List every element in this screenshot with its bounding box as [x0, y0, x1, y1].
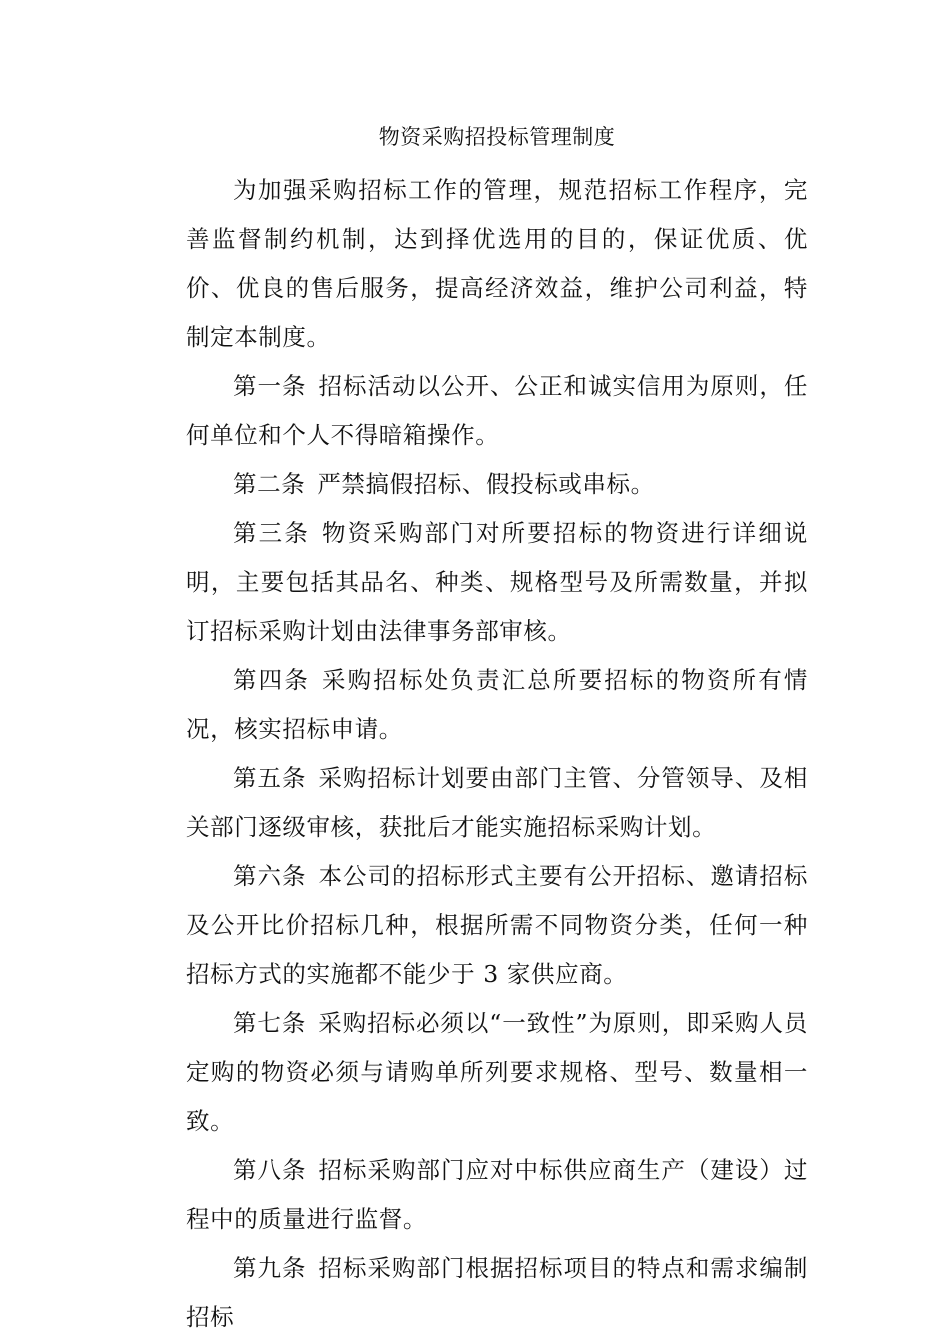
- article-text: 采购招标必须以“一致性”为原则，即采购人员定购的物资必须与请购单所列要求规格、型号、数量相一致。: [186, 1009, 808, 1135]
- article-number: 第八条: [233, 1156, 307, 1184]
- article-number: 第七条: [233, 1009, 307, 1037]
- article-3: [186, 509, 808, 656]
- article-number: 第六条: [233, 862, 307, 890]
- article-text: 本公司的招标形式主要有公开招标、邀请招标及公开比价招标几种，根据所需不同物资分类，任何一种招标方式的实施都不能少于 3 家供应商。: [186, 862, 809, 988]
- article-text: 严禁搞假招标、假投标或串标。: [317, 470, 655, 498]
- article-1: [186, 362, 808, 460]
- article-4: [186, 656, 808, 754]
- article-6: [186, 852, 808, 999]
- article-5: [186, 754, 808, 852]
- article-number: 第四条: [233, 666, 310, 694]
- article-2: [186, 460, 808, 509]
- article-number: 第三条: [233, 519, 310, 547]
- article-number: 第二条: [233, 470, 306, 498]
- article-text: 招标活动以公开、公正和诚实信用为原则，任何单位和个人不得暗箱操作。: [186, 372, 809, 449]
- article-text: 物资采购部门对所要招标的物资进行详细说明，主要包括其品名、种类、规格型号及所需数量，并拟订招标采购计划由法律事务部审核。: [186, 519, 808, 645]
- article-8: [186, 1146, 808, 1244]
- preamble-paragraph: 为加强采购招标工作的管理，规范招标工作程序，完善监督制约机制，达到择优选用的目的，保证优质、优价、优良的售后服务，提高经济效益，维护公司利益，特制定本制度。: [186, 176, 808, 351]
- article-text: 采购招标处负责汇总所要招标的物资所有情况，核实招标申请。: [186, 666, 808, 743]
- article-text: 招标采购部门应对中标供应商生产（建设）过程中的质量进行监督。: [186, 1156, 809, 1233]
- article-text: 招标采购部门根据招标项目的特点和需求编制招标: [186, 1254, 809, 1331]
- article-number: 第九条: [233, 1254, 307, 1282]
- article-text: 采购招标计划要由部门主管、分管领导、及相关部门逐级审核，获批后才能实施招标采购计划。: [186, 764, 809, 841]
- document-page: [186, 118, 808, 1342]
- article-number: 第五条: [233, 764, 307, 792]
- document-title: 物资采购招投标管理制度: [378, 125, 616, 149]
- article-7: [186, 999, 808, 1146]
- article-number: 第一条: [233, 372, 307, 400]
- article-9: [186, 1244, 808, 1342]
